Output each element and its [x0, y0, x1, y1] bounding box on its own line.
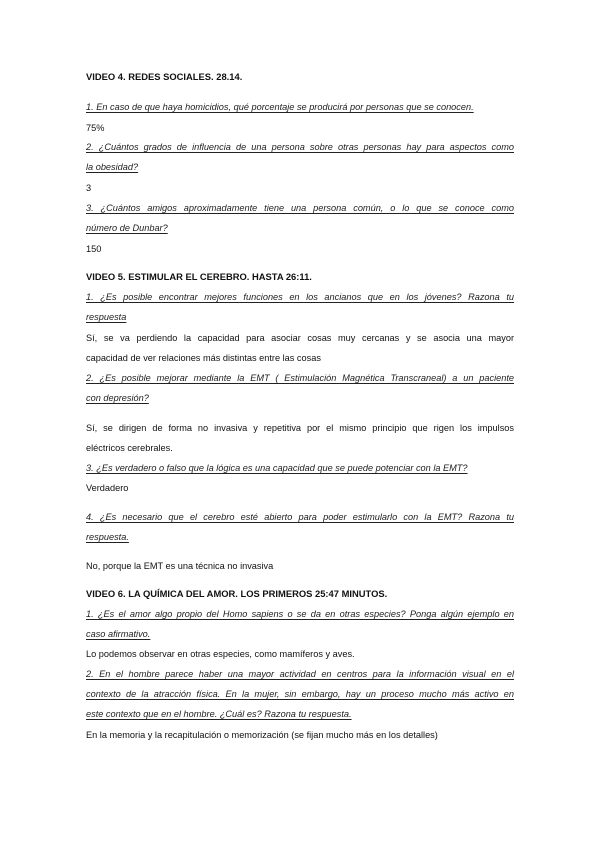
- answer-video4-3: 150: [86, 244, 102, 254]
- answer-video6-1: Lo podemos observar en otras especies, como mamíferos y aves.: [86, 649, 355, 659]
- section-heading-video6: VIDEO 6. LA QUÍMICA DEL AMOR. LOS PRIMEROS 25:47 MINUTOS.: [86, 588, 388, 599]
- question-video5-4-line2: respuesta.: [86, 532, 129, 542]
- question-video6-1-line1: 1. ¿Es el amor algo propio del Homo sapiens o se da en otras especies? Ponga algún ejemplo en: [86, 609, 514, 619]
- question-video6-2-line3: este contexto que en el hombre. ¿Cuál es? Razona tu respuesta.: [86, 709, 352, 719]
- question-video4-3-line1: 3. ¿Cuántos amigos aproximadamente tiene una persona común, o lo que se conoce como: [86, 203, 514, 213]
- question-video5-1-line2: respuesta: [86, 312, 127, 322]
- question-video4-2-line1: 2. ¿Cuántos grados de influencia de una persona sobre otras personas hay para aspectos como: [86, 142, 514, 152]
- answer-video5-4: No, porque la EMT es una técnica no invasiva: [86, 561, 274, 571]
- answer-video4-2: 3: [86, 183, 92, 193]
- section-heading-video4: VIDEO 4. REDES SOCIALES. 28.14.: [86, 71, 243, 82]
- question-video5-4-line1: 4. ¿Es necesario que el cerebro esté abierto para poder estimularlo con la EMT? Razona tu: [86, 512, 514, 522]
- question-video6-2-line1: 2. En el hombre parece haber una mayor actividad en centros para la información visual en el: [86, 669, 514, 679]
- answer-video6-2: En la memoria y la recapitulación o memorización (se fijan mucho más en los detalles): [86, 730, 438, 740]
- question-video5-2-line1: 2. ¿Es posible mejorar mediante la EMT ( Estimulación Magnética Transcraneal) a un paciente: [86, 373, 514, 383]
- question-video6-1-line2: caso afirmativo.: [86, 629, 151, 639]
- answer-video5-2-line1: Sí, se dirigen de forma no invasiva y repetitiva por el mismo principio que rigen los impulsos: [86, 423, 514, 433]
- question-video4-1: 1. En caso de que haya homicidios, qué porcentaje se producirá por personas que se conocen.: [86, 102, 474, 112]
- question-video5-2-line2: con depresión?: [86, 393, 149, 403]
- question-video4-3-line2: número de Dunbar?: [86, 223, 168, 233]
- question-video4-2-line2: la obesidad?: [86, 162, 139, 172]
- section-heading-video5: VIDEO 5. ESTIMULAR EL CEREBRO. HASTA 26:11.: [86, 271, 312, 282]
- answer-video4-1: 75%: [86, 123, 105, 133]
- question-video6-2-line2: contexto de la atracción física. En la mujer, sin embargo, hay un proceso mucho más activo en: [86, 689, 514, 699]
- question-video5-1-line1: 1. ¿Es posible encontrar mejores funciones en los ancianos que en los jóvenes? Razona tu: [86, 292, 514, 302]
- question-video5-3: 3. ¿Es verdadero o falso que la lógica es una capacidad que se puede potenciar con la EMT?: [86, 463, 468, 473]
- answer-video5-1-line1: Sí, se va perdiendo la capacidad para asociar cosas muy cercanas y se asocia una mayor: [86, 333, 514, 343]
- answer-video5-3: Verdadero: [86, 483, 129, 493]
- answer-video5-1-line2: capacidad de ver relaciones más distintas entre las cosas: [86, 353, 321, 363]
- answer-video5-2-line2: eléctricos cerebrales.: [86, 443, 173, 453]
